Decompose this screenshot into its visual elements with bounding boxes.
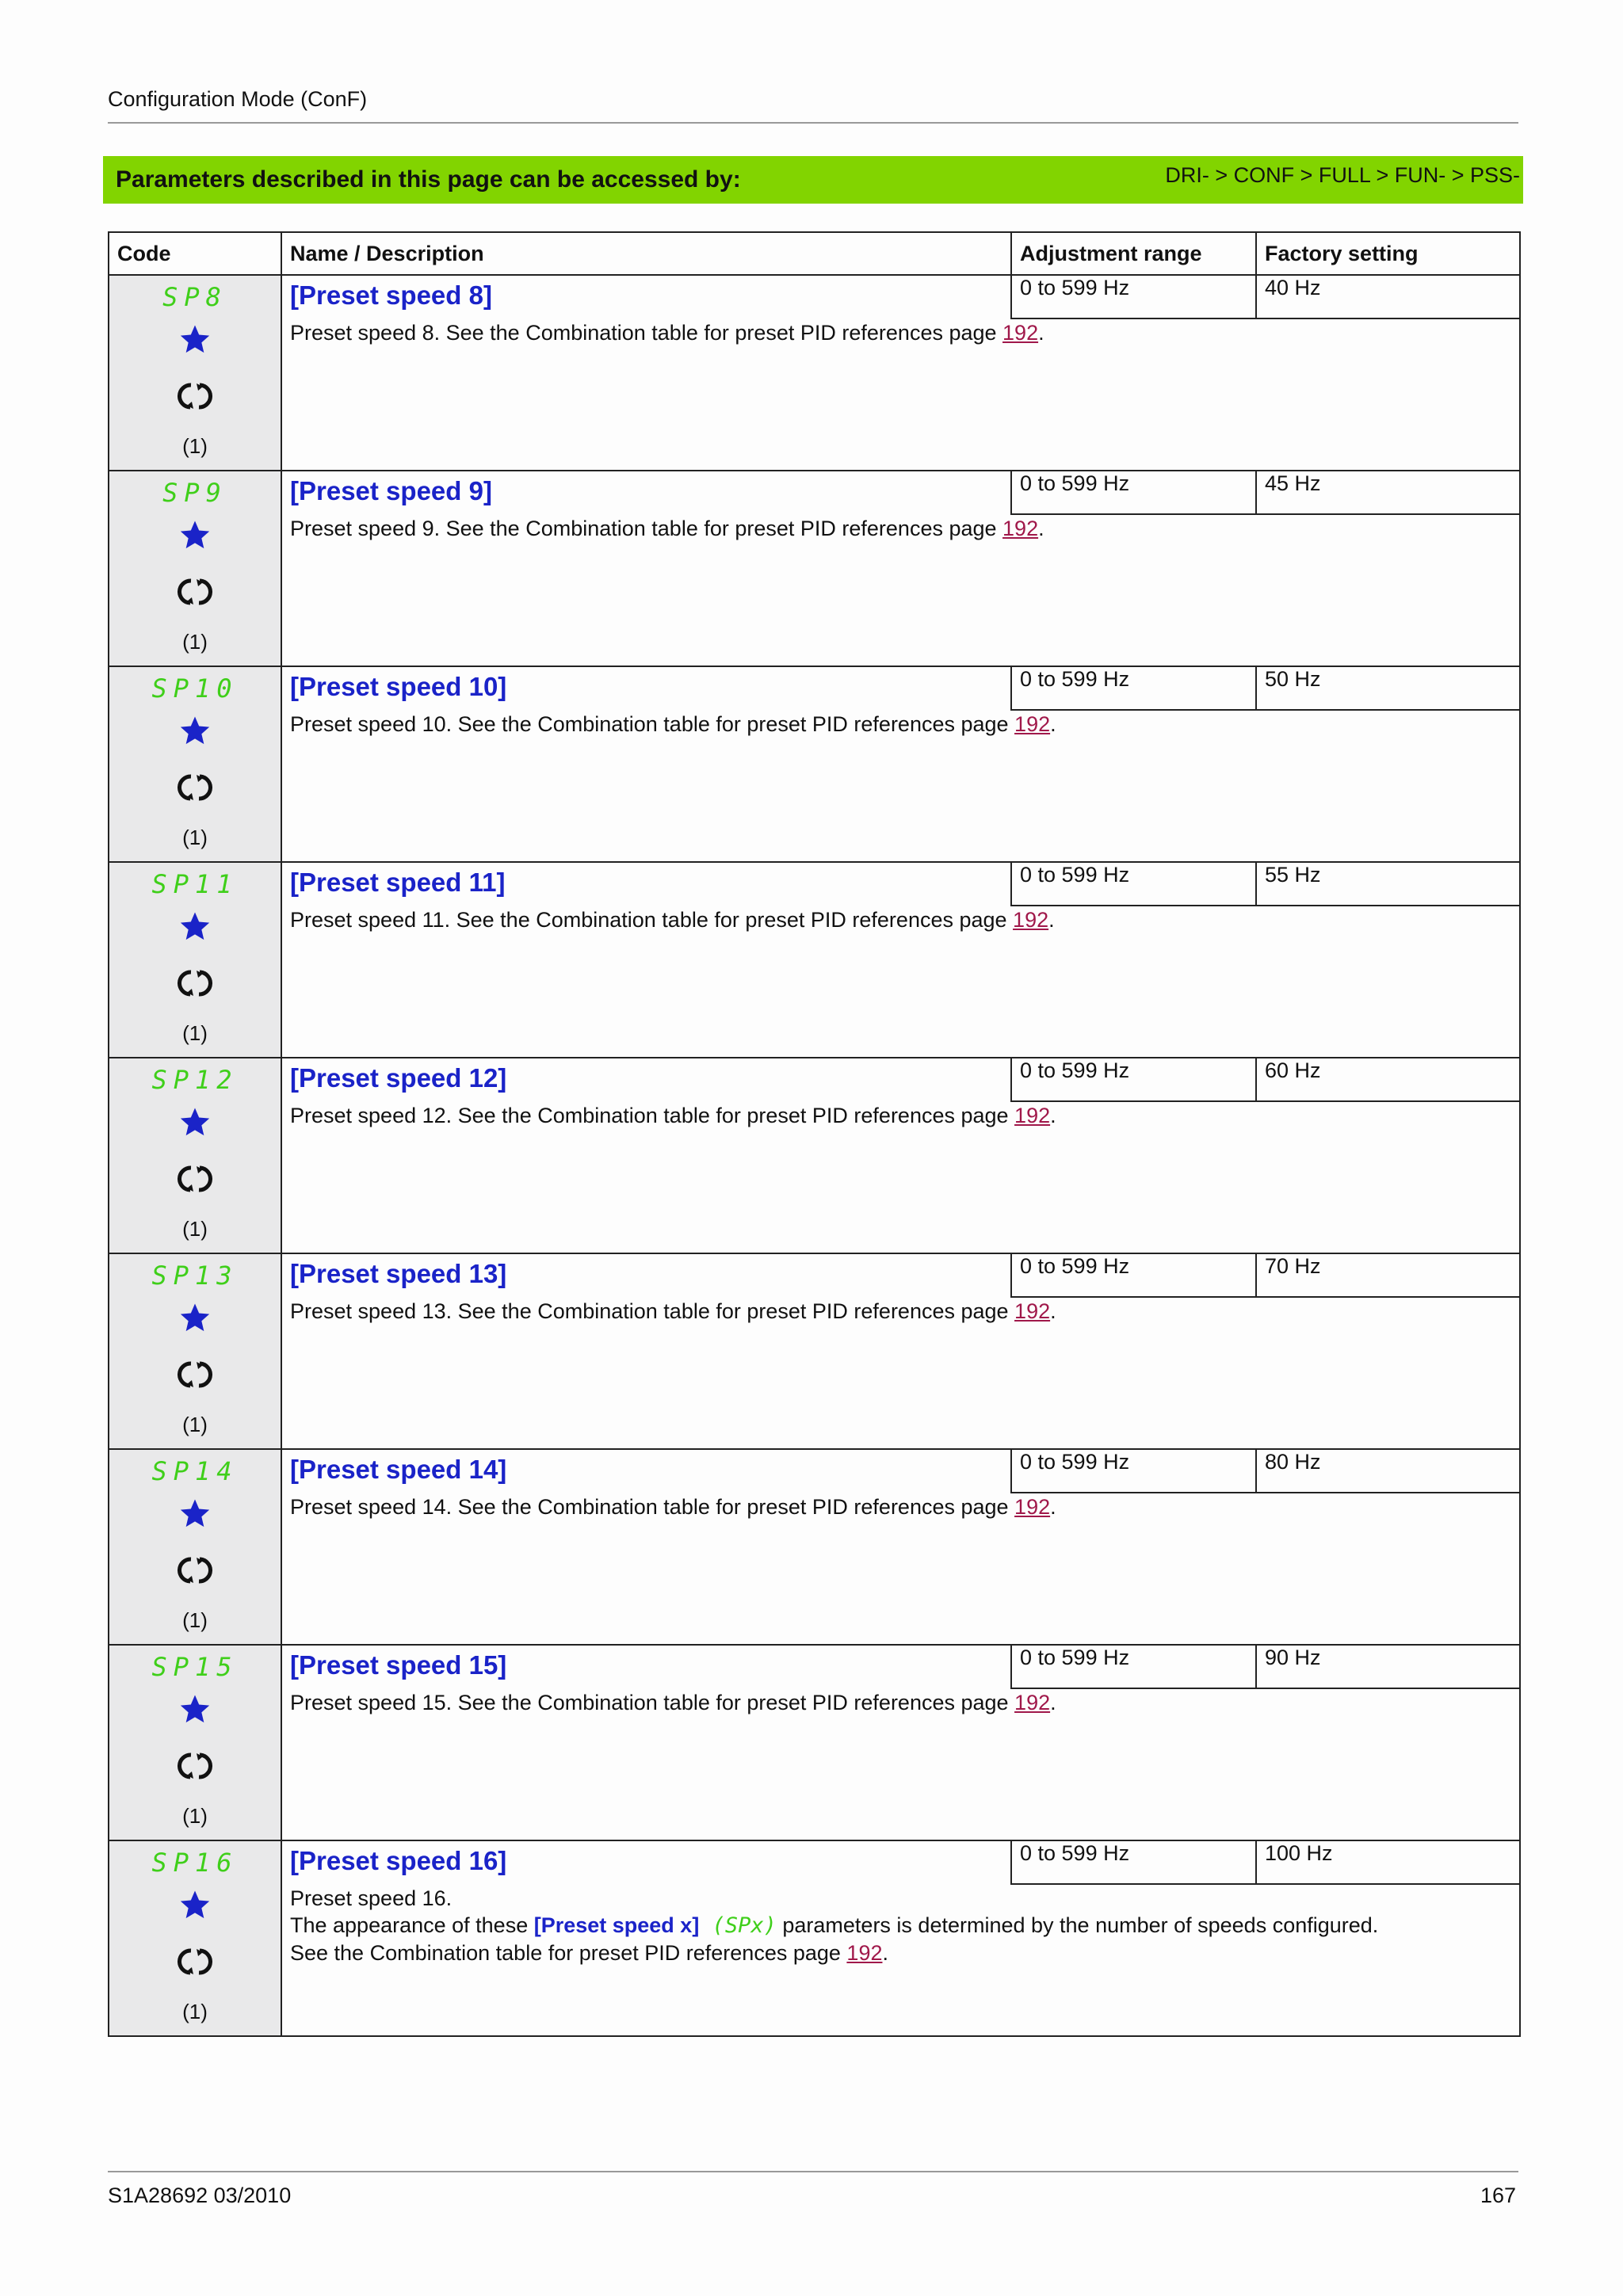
- table-row: [109, 1058, 1520, 1101]
- rotate-icon: [178, 574, 212, 615]
- rotate-icon: [178, 1553, 212, 1593]
- factory-setting: 40 Hz: [1256, 275, 1520, 318]
- parameter-description: Preset speed 10. See the Combination table for preset PID references page: [290, 712, 1015, 736]
- adjustment-range: 0 to 599 Hz: [1011, 1253, 1256, 1297]
- description-cell: Preset speed 9. See the Combination table for preset PID references page 192.: [281, 514, 1520, 666]
- name-cell: [281, 1840, 1011, 1884]
- factory-setting: 50 Hz: [1256, 666, 1520, 710]
- factory-setting: 60 Hz: [1256, 1058, 1520, 1101]
- rotate-icon: [178, 1944, 212, 1985]
- parameter-name: [Preset speed 8]: [290, 280, 492, 310]
- description-cell: Preset speed 12. See the Combination table for preset PID references page 192.: [281, 1101, 1520, 1253]
- page-link[interactable]: 192: [846, 1941, 883, 1965]
- code-cell: [109, 1645, 281, 1840]
- parameter-description: Preset speed 14. See the Combination table for preset PID references page: [290, 1495, 1015, 1519]
- code-cell: [109, 275, 281, 471]
- star-icon: [179, 323, 211, 360]
- footnote-ref: (1): [182, 1608, 208, 1632]
- parameter-name: [Preset speed 13]: [290, 1259, 507, 1288]
- inline-paren-open: (: [699, 1913, 725, 1938]
- table-row-desc: [109, 1297, 1520, 1449]
- inline-parameter-name: [Preset speed x]: [533, 1913, 700, 1937]
- parameter-name: [Preset speed 14]: [290, 1455, 507, 1484]
- star-icon: [179, 910, 211, 948]
- footer-divider: [108, 2171, 1518, 2172]
- parameter-code: SP16: [151, 1848, 239, 1878]
- table-row: [109, 666, 1520, 710]
- page-link[interactable]: 192: [1002, 321, 1039, 345]
- footnote-ref: (1): [182, 1021, 208, 1045]
- parameter-code: SP9: [162, 478, 227, 508]
- parameter-code: SP15: [151, 1652, 239, 1682]
- name-cell: [281, 1449, 1011, 1493]
- page-link[interactable]: 192: [1013, 908, 1049, 932]
- parameter-description: Preset speed 13. See the Combination table for preset PID references page: [290, 1299, 1015, 1323]
- parameter-name: [Preset speed 11]: [290, 868, 506, 897]
- adjustment-range: 0 to 599 Hz: [1011, 666, 1256, 710]
- name-cell: [281, 1058, 1011, 1101]
- factory-setting: 80 Hz: [1256, 1449, 1520, 1493]
- factory-setting: 90 Hz: [1256, 1645, 1520, 1688]
- parameter-code: SP10: [151, 673, 239, 704]
- header-divider: [108, 122, 1518, 124]
- page-link[interactable]: 192: [1014, 1691, 1051, 1714]
- inline-paren-close: ): [763, 1913, 777, 1938]
- description-cell: Preset speed 11. See the Combination table for preset PID references page 192.: [281, 906, 1520, 1058]
- access-title: Parameters described in this page can be accessed by:: [116, 166, 741, 193]
- star-icon: [179, 1302, 211, 1339]
- name-cell: [281, 862, 1011, 906]
- header-factory: Factory setting: [1256, 232, 1520, 275]
- factory-setting: 100 Hz: [1256, 1840, 1520, 1884]
- rotate-icon: [178, 770, 212, 810]
- footnote-ref: (1): [182, 630, 208, 654]
- code-cell: [109, 1058, 281, 1253]
- description-text: parameters is determined by the number of speeds configured.: [776, 1913, 1379, 1937]
- name-cell: [281, 666, 1011, 710]
- name-cell: [281, 1645, 1011, 1688]
- rotate-icon: [178, 1749, 212, 1789]
- adjustment-range: 0 to 599 Hz: [1011, 1058, 1256, 1101]
- code-cell: [109, 1253, 281, 1449]
- table-row: [109, 1645, 1520, 1688]
- table-header-row: [109, 232, 1520, 275]
- header-code: Code: [109, 232, 281, 275]
- table-row-desc: [109, 318, 1520, 471]
- name-cell: [281, 275, 1011, 318]
- rotate-icon: [178, 1357, 212, 1398]
- parameter-code: SP11: [151, 869, 239, 899]
- parameter-description: Preset speed 12. See the Combination table for preset PID references page: [290, 1104, 1015, 1127]
- description-text: See the Combination table for preset PID references page: [290, 1941, 847, 1965]
- description-cell: Preset speed 15. See the Combination table for preset PID references page 192.: [281, 1688, 1520, 1840]
- table-row: [109, 1840, 1520, 1884]
- factory-setting: 70 Hz: [1256, 1253, 1520, 1297]
- factory-setting: 55 Hz: [1256, 862, 1520, 906]
- parameter-name: [Preset speed 12]: [290, 1063, 507, 1093]
- page-link[interactable]: 192: [1014, 1104, 1051, 1127]
- star-icon: [179, 1693, 211, 1730]
- footnote-ref: (1): [182, 1413, 208, 1436]
- parameter-code: SP12: [151, 1065, 239, 1095]
- parameter-description: Preset speed 8. See the Combination table for preset PID references page: [290, 321, 1003, 345]
- page-link[interactable]: 192: [1002, 517, 1039, 540]
- rotate-icon: [178, 379, 212, 419]
- inline-parameter-code: SPx: [724, 1913, 764, 1938]
- name-cell: [281, 1253, 1011, 1297]
- table-row-desc: [109, 710, 1520, 862]
- star-icon: [179, 715, 211, 752]
- adjustment-range: 0 to 599 Hz: [1011, 471, 1256, 514]
- description-cell: [281, 1884, 1520, 2036]
- header-name: Name / Description: [281, 232, 1011, 275]
- table-row: [109, 862, 1520, 906]
- parameters-table: [108, 231, 1521, 2037]
- star-icon: [179, 1106, 211, 1143]
- adjustment-range: 0 to 599 Hz: [1011, 275, 1256, 318]
- table-row-desc: [109, 906, 1520, 1058]
- code-cell: [109, 1449, 281, 1645]
- parameter-code: SP8: [162, 282, 227, 312]
- footnote-ref: (1): [182, 434, 208, 458]
- description-cell: Preset speed 8. See the Combination table for preset PID references page 192.: [281, 318, 1520, 471]
- parameter-name: [Preset speed 10]: [290, 672, 507, 701]
- parameter-description: Preset speed 15. See the Combination table for preset PID references page: [290, 1691, 1015, 1714]
- parameter-name: [Preset speed 15]: [290, 1650, 507, 1680]
- access-path: DRI- > CONF > FULL > FUN- > PSS-: [1165, 162, 1520, 187]
- code-cell: [109, 471, 281, 666]
- page-link[interactable]: 192: [1014, 712, 1051, 736]
- rotate-icon: [178, 966, 212, 1006]
- page-link[interactable]: 192: [1014, 1495, 1051, 1519]
- page-header: Configuration Mode (ConF): [108, 87, 368, 111]
- table-row-desc: [109, 1884, 1520, 2036]
- adjustment-range: 0 to 599 Hz: [1011, 1840, 1256, 1884]
- table-row: [109, 1253, 1520, 1297]
- factory-setting: 45 Hz: [1256, 471, 1520, 514]
- description-line-2: [290, 1912, 1511, 1939]
- description-cell: Preset speed 14. See the Combination table for preset PID references page 192.: [281, 1493, 1520, 1645]
- table-row: [109, 1449, 1520, 1493]
- table-row-desc: [109, 1493, 1520, 1645]
- document-id: S1A28692 03/2010: [108, 2183, 292, 2207]
- table-row: [109, 471, 1520, 514]
- description-cell: Preset speed 13. See the Combination table for preset PID references page 192.: [281, 1297, 1520, 1449]
- page-number: 167: [1480, 2183, 1516, 2207]
- code-cell: [109, 666, 281, 862]
- header-range: Adjustment range: [1011, 232, 1256, 275]
- adjustment-range: 0 to 599 Hz: [1011, 1645, 1256, 1688]
- footnote-ref: (1): [182, 1217, 208, 1241]
- description-text: The appearance of these: [290, 1913, 534, 1937]
- description-cell: Preset speed 10. See the Combination table for preset PID references page 192.: [281, 710, 1520, 862]
- star-icon: [179, 519, 211, 556]
- parameter-description: Preset speed 9. See the Combination table for preset PID references page: [290, 517, 1003, 540]
- access-banner: [103, 156, 1523, 204]
- page-link[interactable]: 192: [1014, 1299, 1051, 1323]
- parameter-code: SP13: [151, 1261, 239, 1291]
- rotate-icon: [178, 1161, 212, 1202]
- parameter-description: Preset speed 11. See the Combination table for preset PID references page: [290, 908, 1014, 932]
- footnote-ref: (1): [182, 2000, 208, 2023]
- parameter-name: [Preset speed 9]: [290, 476, 492, 505]
- description-line-1: Preset speed 16.: [290, 1886, 453, 1910]
- star-icon: [179, 1497, 211, 1535]
- code-cell: [109, 1840, 281, 2036]
- parameter-code: SP14: [151, 1456, 239, 1486]
- table-row-desc: [109, 514, 1520, 666]
- code-cell: [109, 862, 281, 1058]
- parameter-name: [Preset speed 16]: [290, 1846, 507, 1875]
- table-row-desc: [109, 1688, 1520, 1840]
- star-icon: [179, 1889, 211, 1926]
- name-cell: [281, 471, 1011, 514]
- adjustment-range: 0 to 599 Hz: [1011, 1449, 1256, 1493]
- footnote-ref: (1): [182, 826, 208, 849]
- footnote-ref: (1): [182, 1804, 208, 1828]
- adjustment-range: 0 to 599 Hz: [1011, 862, 1256, 906]
- table-row-desc: [109, 1101, 1520, 1253]
- description-line-3: See the Combination table for preset PID references page 192.: [290, 1941, 888, 1965]
- table-row: [109, 275, 1520, 318]
